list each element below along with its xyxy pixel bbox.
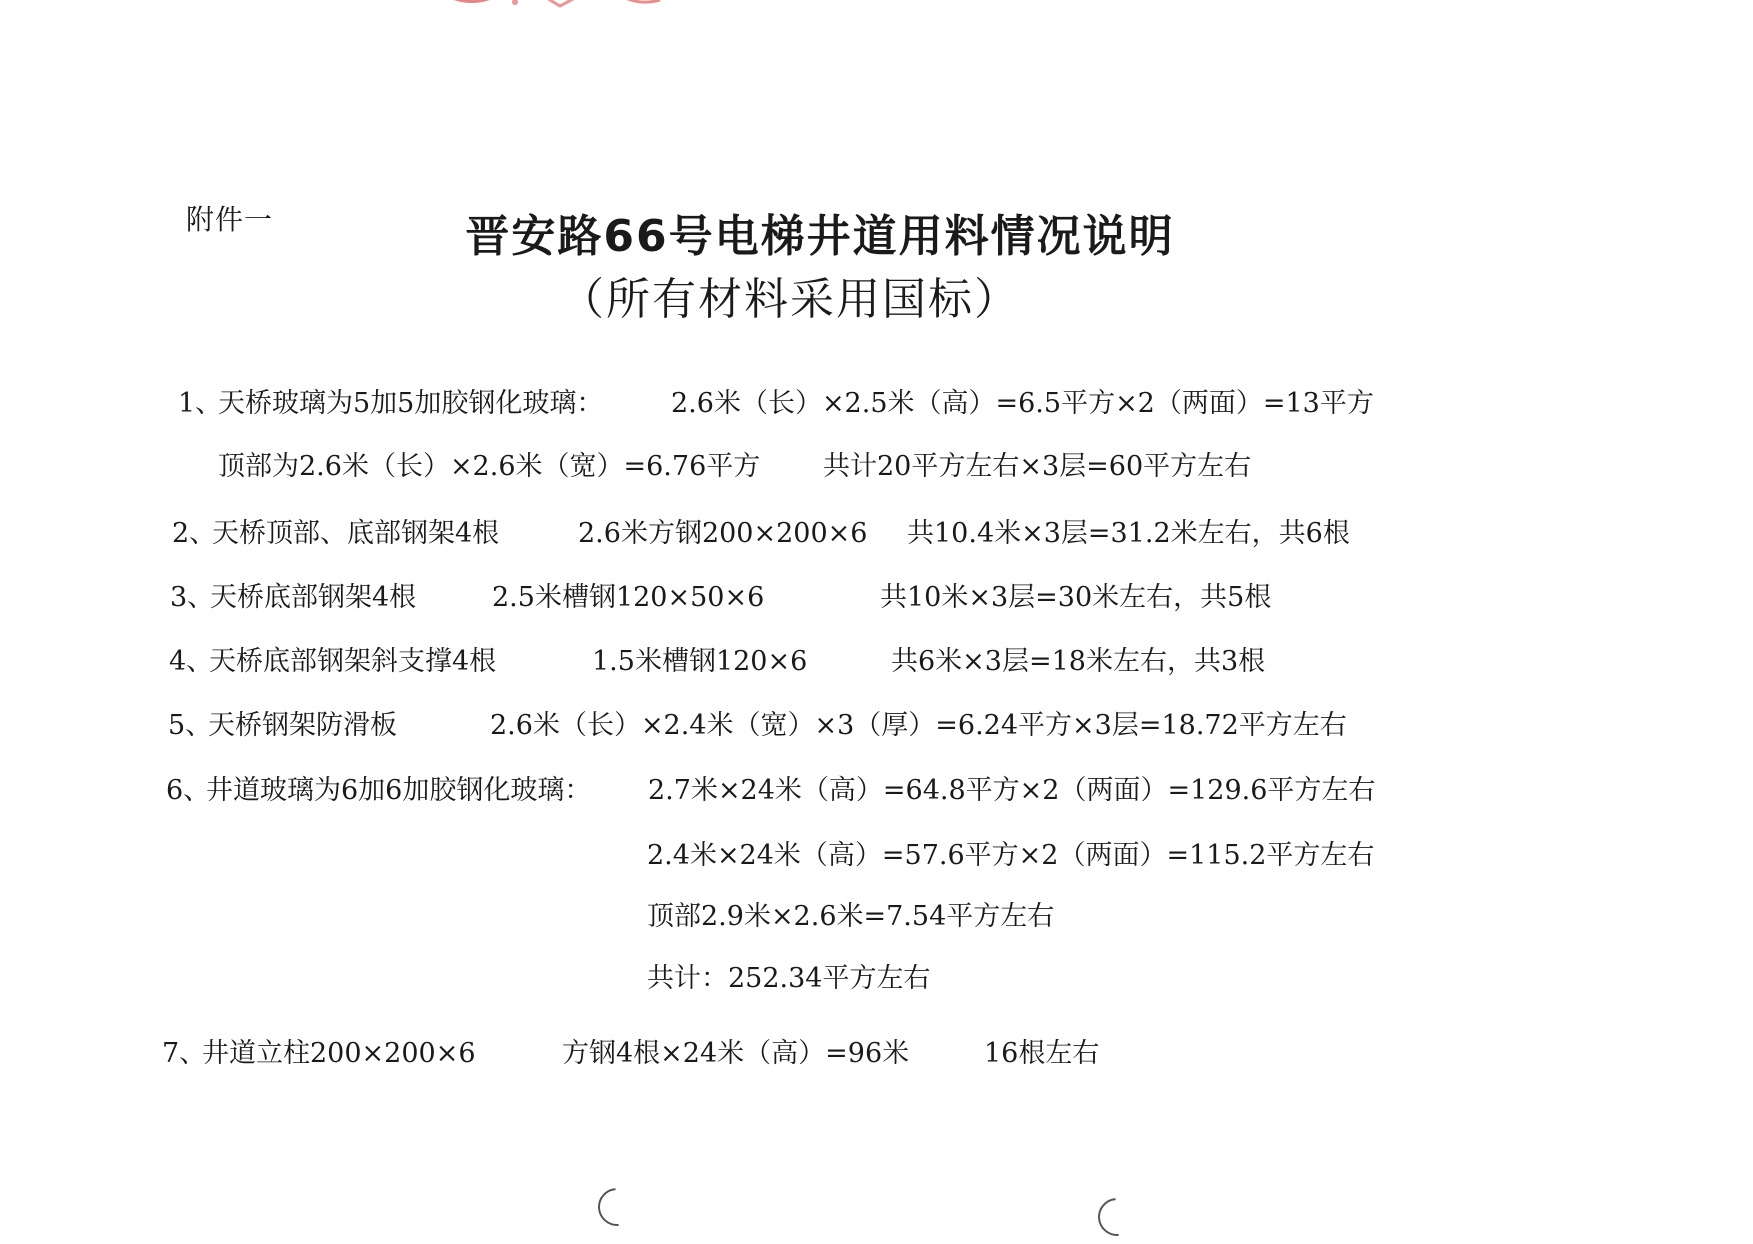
item-spec-line: 顶部2.9米×2.6米=7.54平方左右 [647,901,1055,932]
item-description: 天桥钢架防滑板 [208,710,397,741]
item-description: 天桥玻璃为5加5加胶钢化玻璃： [218,388,604,419]
item-description: 天桥底部钢架4根 [210,582,417,613]
item-number: 5、 [168,710,213,741]
item-total: 共6米×3层=18米左右，共3根 [891,646,1266,677]
item-description: 天桥底部钢架斜支撑4根 [209,646,497,677]
item-number: 2、 [172,518,217,549]
item-total: 共10米×3层=30米左右，共5根 [880,582,1272,613]
scan-mark-icon [1090,1190,1144,1244]
item-total: 16根左右 [984,1038,1100,1069]
item-number: 4、 [169,646,214,677]
item-total: 共计：252.34平方左右 [647,963,931,994]
item-spec: 方钢4根×24米（高）=96米 [562,1038,910,1069]
item-total: 共计20平方左右×3层=60平方左右 [823,451,1252,482]
item-description: 井道玻璃为6加6加胶钢化玻璃： [206,775,592,806]
item-description: 天桥顶部、底部钢架4根 [212,518,500,549]
item-number: 6、 [166,775,211,806]
item-number: 3、 [170,582,215,613]
item-spec: 2.6米（长）×2.5米（高）=6.5平方×2（两面）=13平方 [671,388,1374,419]
scan-mark-icon [590,1180,644,1234]
attachment-label: 附件一 [186,203,274,236]
red-seal-fragment-icon [430,0,690,16]
item-total: 共10.4米×3层=31.2米左右，共6根 [907,518,1350,549]
item-number: 1、 [178,388,223,419]
item-description: 井道立柱200×200×6 [202,1038,476,1069]
item-spec: 2.6米方钢200×200×6 [578,518,868,549]
item-number: 7、 [162,1038,207,1069]
document-subtitle: （所有材料采用国标） [560,274,1020,325]
item-spec: 2.6米（长）×2.4米（宽）×3（厚）=6.24平方×3层=18.72平方左右 [490,710,1347,741]
item-spec: 顶部为2.6米（长）×2.6米（宽）=6.76平方 [218,451,761,482]
item-spec: 1.5米槽钢120×6 [592,646,808,677]
document-title: 晋安路66号电梯井道用料情况说明 [465,211,1175,262]
item-spec-line: 2.7米×24米（高）=64.8平方×2（两面）=129.6平方左右 [648,775,1376,806]
item-spec-line: 2.4米×24米（高）=57.6平方×2（两面）=115.2平方左右 [647,840,1375,871]
item-spec: 2.5米槽钢120×50×6 [492,582,765,613]
